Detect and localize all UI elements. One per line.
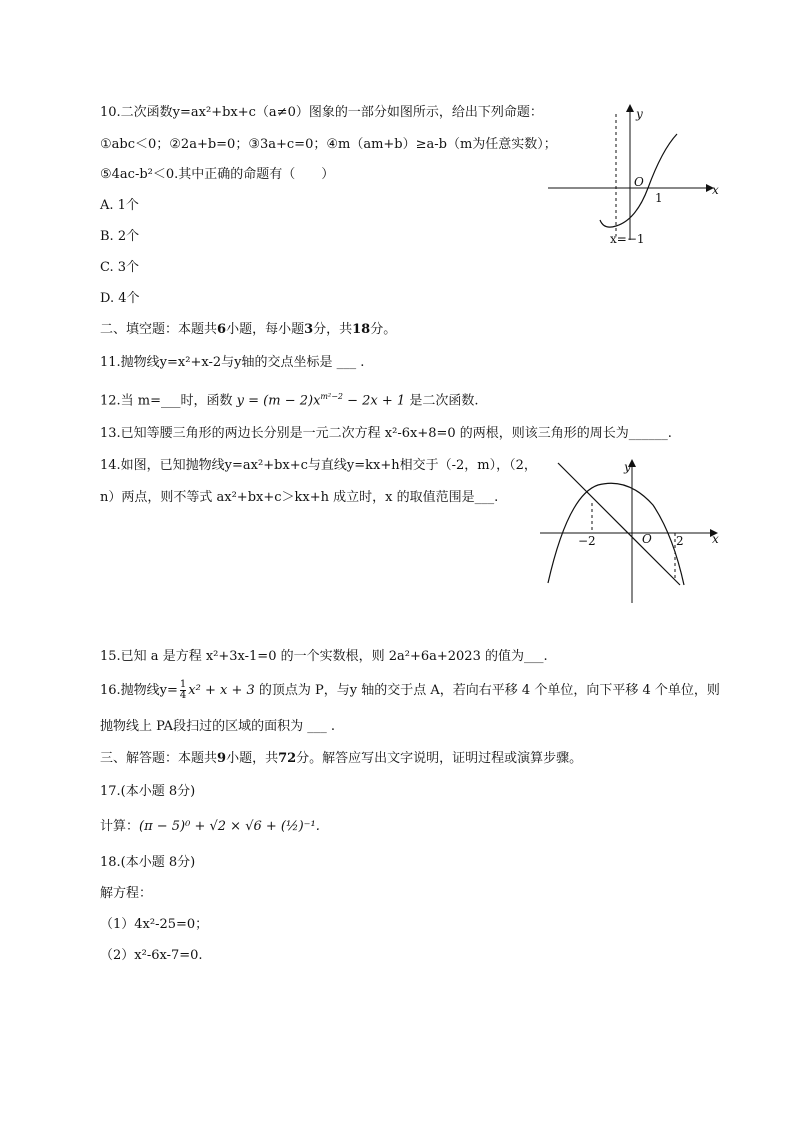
section2-heading: 二、填空题：本题共6小题，每小题3分，共18分。: [100, 322, 397, 337]
q18-item-2: （2）x²-6x-7=0.: [100, 948, 203, 963]
q17-formula: (π − 5)⁰ + √2 × √6 + (½)⁻¹.: [139, 819, 320, 834]
q12: [100, 388, 478, 410]
q10-line2: ①abc＜0；②2a+b=0；③3a+c=0；④m（am+b）≥a-b（m为任意实数）；: [100, 137, 557, 152]
q12-suffix: 是二次函数.: [409, 393, 479, 409]
q16-frac-den: 4: [179, 690, 187, 701]
q14-tick-2: 2: [676, 534, 684, 548]
q10-line1: 10.二次函数y=ax²+bx+c（a≠0）图象的一部分如图所示，给出下列命题：: [100, 105, 543, 120]
q10-origin-label: O: [634, 175, 644, 189]
q15: 15.已知 a 是方程 x²+3x-1=0 的一个实数根，则 2a²+6a+2023 的值为___.: [100, 649, 548, 664]
q14-x-label: x: [712, 532, 719, 546]
q10-y-label: y: [636, 107, 643, 121]
q18-title: 18.(本小题 8分): [100, 855, 196, 870]
q10-x-label: x: [712, 183, 719, 197]
q12-formula-rest: − 2x + 1: [343, 393, 406, 409]
q16-frac-num: 1: [179, 679, 187, 690]
q10-axis-line-label: x=−1: [610, 232, 645, 246]
q17-prefix: 计算：: [100, 819, 140, 834]
q10-tick-1: 1: [655, 191, 663, 205]
q12-formula: y = (m − 2)x: [236, 393, 321, 409]
q17-body: [100, 818, 320, 836]
q10-option-c: C. 3个: [100, 260, 140, 275]
q10-graph: [540, 100, 730, 250]
q16-suffix: 的顶点为 P，与y 轴的交于点 A，若向右平移 4 个单位，向下平移 4 个单位，则: [258, 683, 720, 698]
q14-line: [558, 463, 680, 585]
q10-option-b: B. 2个: [100, 229, 140, 244]
q14-origin-label: O: [642, 532, 652, 546]
q11: 11.抛物线y=x²+x-2与y轴的交点坐标是 ___ .: [100, 355, 365, 370]
q18-item-1: （1）4x²-25=0；: [100, 917, 209, 932]
q16-line2: 抛物线上 PA段扫过的区域的面积为 ___ .: [100, 719, 335, 734]
q14-y-label: y: [624, 460, 631, 474]
q14-tick-neg2: −2: [578, 534, 596, 548]
q17-title: 17.(本小题 8分): [100, 784, 196, 799]
q12-exponent: m²−2: [320, 392, 343, 401]
q10-line3: ⑤4ac-b²＜0.其中正确的命题有（ ）: [100, 167, 335, 182]
q16-prefix: 16.抛物线y=: [100, 683, 178, 698]
q10-option-d: D. 4个: [100, 291, 140, 306]
q12-prefix: 12.当 m=___时，函数: [100, 393, 233, 409]
q14-parabola: [548, 483, 684, 585]
q14-graph: [538, 455, 728, 610]
q16-line1: [100, 680, 720, 701]
q16-formula-rest: x² + x + 3: [188, 683, 255, 698]
section3-heading: 三、解答题：本题共9小题，共72分。解答应写出文字说明，证明过程或演算步骤。: [100, 751, 583, 766]
q18-prompt: 解方程：: [100, 886, 153, 901]
q14-line1: 14.如图，已知抛物线y=ax²+bx+c与直线y=kx+h相交于（-2，m），（2，: [100, 458, 537, 473]
q13: 13.已知等腰三角形的两边长分别是一元二次方程 x²-6x+8=0 的两根，则该三角形的周长为______.: [100, 426, 672, 441]
q16-fraction: [180, 680, 186, 701]
q14-line2: n）两点，则不等式 ax²+bx+c＞kx+h 成立时，x 的取值范围是___.: [100, 490, 499, 505]
q10-option-a: A. 1个: [100, 198, 139, 213]
